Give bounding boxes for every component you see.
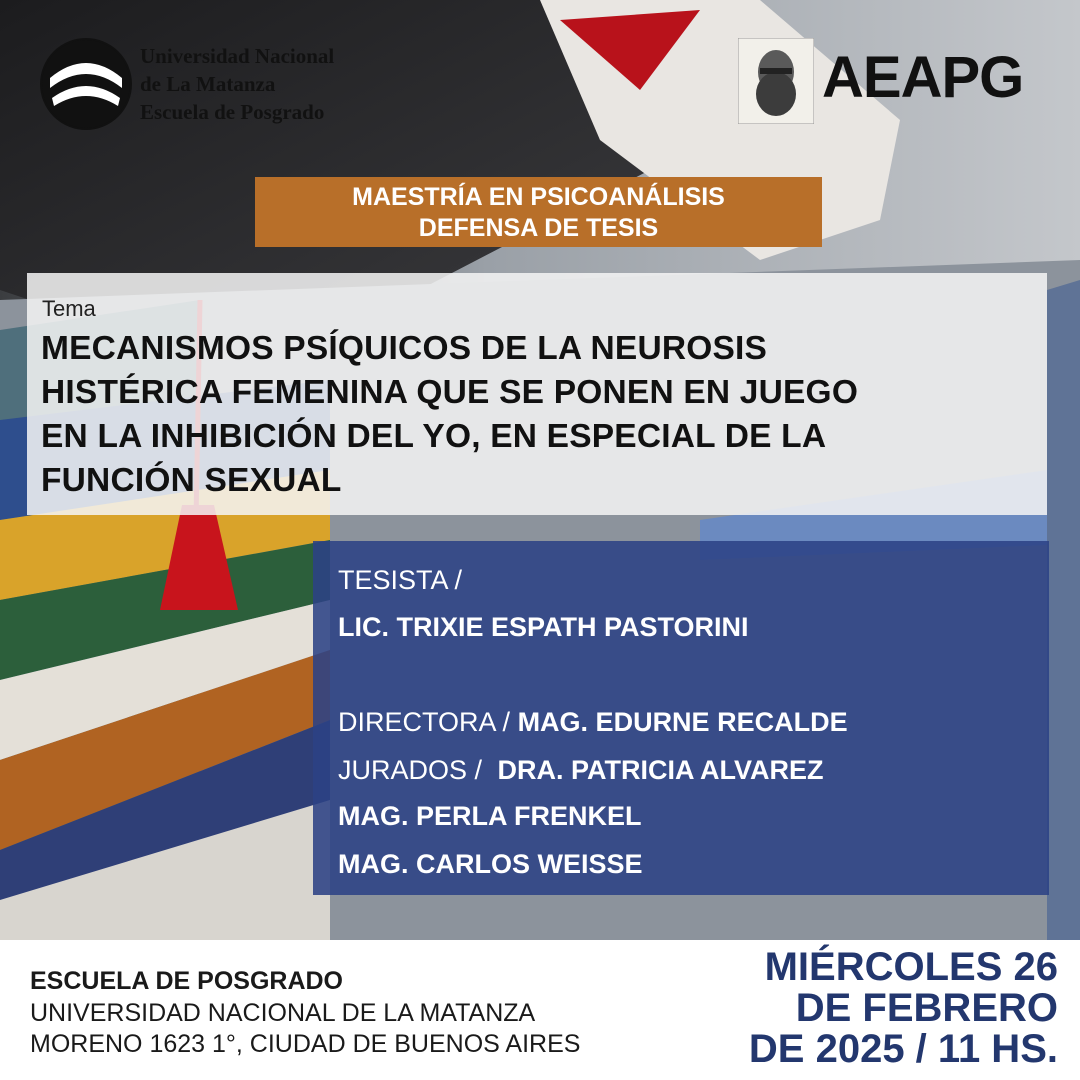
- program-banner: [255, 177, 822, 247]
- thesis-title-line: HISTÉRICA FEMENINA QUE SE PONEN EN JUEGO: [41, 374, 859, 411]
- jury-member: DRA. PATRICIA ALVAREZ: [497, 755, 824, 785]
- event-date-line: DE 2025 / 11 HS.: [748, 1027, 1058, 1071]
- people-panel: [313, 541, 1049, 895]
- footer: [0, 940, 1080, 1080]
- topic-panel: [27, 273, 1047, 515]
- jury-label: JURADOS /: [338, 755, 483, 785]
- program-title: MAESTRÍA EN PSICOANÁLISIS: [352, 183, 725, 211]
- venue-institution: UNIVERSIDAD NACIONAL DE LA MATANZA: [30, 999, 536, 1027]
- portrait-icon: [738, 38, 814, 124]
- thesis-title-line: EN LA INHIBICIÓN DEL YO, EN ESPECIAL DE LA: [41, 418, 827, 455]
- thesis-title-line: MECANISMOS PSÍQUICOS DE LA NEUROSIS: [41, 330, 768, 367]
- director-label: DIRECTORA /: [338, 707, 511, 737]
- university-line-3: Escuela de Posgrado: [140, 100, 325, 124]
- director-name: MAG. EDURNE RECALDE: [517, 707, 848, 737]
- university-name: [140, 42, 334, 126]
- topic-label: Tema: [42, 296, 96, 321]
- thesis-author-label: TESISTA /: [338, 565, 463, 595]
- thesis-title: [41, 327, 1031, 503]
- event-date-line: DE FEBRERO: [795, 986, 1058, 1030]
- venue-address: MORENO 1623 1°, CIUDAD DE BUENOS AIRES: [30, 1030, 581, 1058]
- director-row: [338, 705, 848, 739]
- jury-member: MAG. PERLA FRENKEL: [338, 801, 642, 831]
- thesis-author-name: LIC. TRIXIE ESPATH PASTORINI: [338, 612, 749, 642]
- program-subtitle: DEFENSA DE TESIS: [418, 214, 659, 242]
- partner-logo: AEAPG: [822, 45, 1024, 110]
- university-line-1: Universidad Nacional: [140, 44, 335, 68]
- venue-title: ESCUELA DE POSGRADO: [30, 967, 344, 995]
- thesis-title-line: FUNCIÓN SEXUAL: [41, 462, 342, 499]
- university-line-2: de La Matanza: [140, 72, 276, 96]
- jury-row: [338, 753, 824, 787]
- jury-member: MAG. CARLOS WEISSE: [338, 849, 643, 879]
- event-date-line: MIÉRCOLES 26: [764, 945, 1058, 989]
- university-logo: [40, 38, 132, 130]
